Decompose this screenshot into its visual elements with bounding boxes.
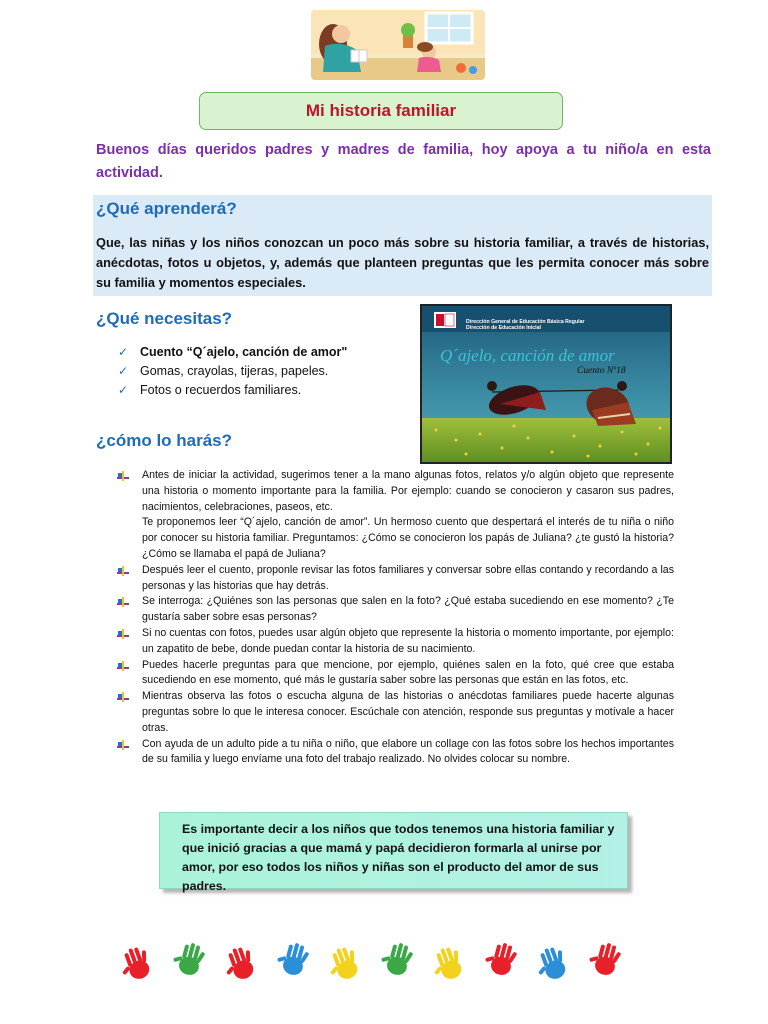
check-icon: ✓ — [118, 364, 129, 378]
pushpin-bullet-icon — [116, 660, 130, 672]
need-item-text: Cuento “Q´ajelo, canción de amor" — [140, 345, 348, 359]
pushpin-bullet-icon — [116, 470, 130, 482]
note-box — [159, 812, 628, 893]
book-cover-number: Cuento Nº18 — [577, 366, 626, 376]
handprint-icon — [115, 944, 154, 984]
list-item — [116, 737, 674, 769]
handprint-icon — [482, 939, 519, 978]
list-item — [116, 563, 674, 595]
handprint-icon — [323, 944, 362, 984]
list-item — [116, 689, 674, 736]
learn-text: Que, las niñas y los niños conozcan un poco más sobre su historia familiar, a través de historias, anécdotas, fotos u objetos, y, además que planteen preguntas que les permita conocer más sobre su familia y momentos especiales. — [96, 235, 709, 290]
list-item — [118, 381, 347, 400]
handprint-icon — [378, 939, 415, 978]
step-text: Mientras observa las fotos o escucha alguna de las historias o anécdotas familiares puede hacerte algunas preguntas sobre lo que le interesa conocer. Escúchale con atención, responde sus preguntas y motívale a hacer otras. — [142, 690, 674, 734]
need-item-text: Gomas, crayolas, tijeras, papeles. — [140, 364, 329, 378]
check-icon: ✓ — [118, 383, 129, 397]
header-illustration — [311, 10, 485, 80]
learn-heading: ¿Qué aprenderá? — [96, 199, 237, 218]
pushpin-bullet-icon — [116, 596, 130, 608]
learn-panel — [93, 195, 712, 296]
check-icon: ✓ — [118, 345, 129, 359]
pushpin-bullet-icon — [116, 628, 130, 640]
step-text: Antes de iniciar la actividad, sugerimos tener a la mano algunas fotos, relatos y/o algún objeto que represente una historia o momento importante para la familia. Por ejemplo: cuando se conocieron y casaron sus padres, nacimientos, celebraciones, paseos, etc. — [142, 469, 674, 513]
list-item — [118, 362, 347, 381]
list-item — [118, 343, 347, 362]
pushpin-bullet-icon — [116, 565, 130, 577]
pushpin-bullet-icon — [116, 739, 130, 751]
list-item — [116, 626, 674, 658]
pushpin-bullet-icon — [116, 691, 130, 703]
list-item — [116, 658, 674, 690]
handprint-icon — [586, 939, 623, 978]
book-cover-title: Q´ajelo, canción de amor — [440, 346, 615, 365]
book-cover-image — [420, 304, 672, 464]
handprint-icon — [219, 944, 258, 984]
list-item — [116, 468, 674, 563]
handprint-icon — [170, 939, 207, 978]
steps-list — [116, 468, 674, 768]
need-heading: ¿Qué necesitas? — [96, 309, 233, 328]
step-text: Después leer el cuento, proponle revisar las fotos familiares y conversar sobre ellas contando y recordando a las personas y las historias que hay detrás. — [142, 563, 674, 592]
title-box — [199, 92, 563, 130]
note-text: Es importante decir a los niños que todos tenemos una historia familiar y que inició gracias a que mamá y papá decidieron formarla al unirse por amor, por eso todos los niños y niñas son el producto del amor de sus padres. — [182, 822, 615, 893]
step-text: Si no cuentas con fotos, puedes usar algún objeto que represente la historia o momento importante, por ejemplo: un zapatito de bebe, donde puedan contar la historia de su nacimiento. — [142, 626, 674, 655]
handprint-icon — [531, 944, 570, 984]
step-text: Puedes hacerle preguntas para que mencione, por ejemplo, quiénes salen en la foto, qué cree que estaba sucediendo en ese momento, qué más le gustaría saber sobre las personas que están en las fotos, etc. — [142, 658, 674, 687]
how-heading: ¿cómo lo harás? — [96, 431, 233, 450]
need-item-text: Fotos o recuerdos familiares. — [140, 383, 302, 397]
greeting-text: Buenos días queridos padres y madres de familia, hoy apoya a tu niño/a en esta actividad. — [96, 142, 711, 181]
step-text-extra: Te proponemos leer “Q´ajelo, canción de amor”. Un hermoso cuento que despertará el interés de tu niña o niño por conocer su historia familiar. Preguntamos: ¿Cómo se conocieron los papás de Juliana? ¿te gustó la historia? ¿Cómo se llamaba el papá de Juliana? — [142, 516, 674, 560]
need-list — [118, 343, 347, 400]
mother-reading-illustration — [311, 10, 485, 80]
handprints-decoration — [112, 938, 632, 986]
step-text: Con ayuda de un adulto pide a tu niña o niño, que elabore un collage con las fotos sobre los hechos importantes de su familia y luego envíame una foto del trabajo realizado. No olvides colocar su nombre. — [142, 737, 674, 766]
step-text: Se interroga: ¿Quiénes son las personas que salen en la foto? ¿Qué estaba sucediendo en ese momento? ¿Te gustaría saber sobre esas personas? — [142, 595, 674, 624]
list-item — [116, 594, 674, 626]
book-cover-institution: Dirección General de Educación Básica Regular Dirección de Educación Inicial — [466, 319, 585, 331]
handprint-icon — [274, 939, 311, 978]
page-title: Mi historia familiar — [305, 101, 457, 120]
handprint-icon — [427, 944, 466, 984]
